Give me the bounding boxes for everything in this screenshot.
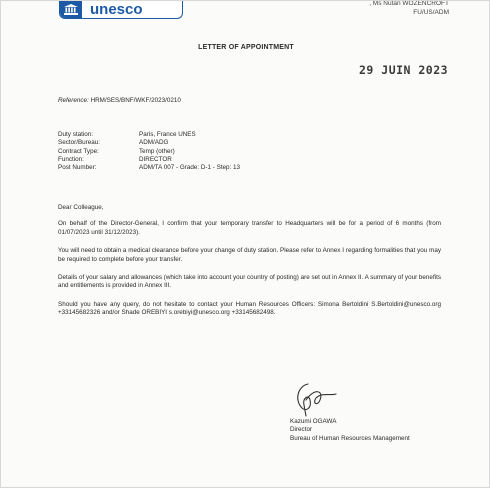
field-value: DIRECTOR (139, 155, 172, 163)
field-row (58, 156, 240, 164)
field-value: Temp (other) (139, 147, 175, 155)
logo-wordmark: unesco (90, 1, 143, 18)
recipient-name: , Ms Nutan WOZENCROFT (369, 0, 449, 7)
unesco-logo (59, 1, 183, 19)
field-label: Duty station: (58, 131, 93, 138)
reference-label: Reference: (58, 97, 89, 104)
signer-block (290, 418, 410, 443)
recipient-unit: FU/US/ADM (413, 9, 449, 16)
paragraph-salary: Details of your salary and allowances (which take into account your country of posting) are set out in Annex II. A summary of your benefits and entitlements is provided in Annex III. (58, 274, 441, 290)
field-value: Paris, France UNES (139, 131, 196, 138)
signer-title: Director (290, 426, 313, 434)
field-label: Post Number: (58, 164, 97, 172)
signer-bureau: Bureau of Human Resources Management (290, 434, 410, 442)
reference-value: HRM/SES/BNF/WKF/2023/0210 (90, 97, 181, 104)
greeting: Dear Colleague, (58, 204, 104, 211)
field-row (58, 131, 240, 139)
temple-icon (60, 1, 82, 18)
field-label: Contract Type: (58, 147, 99, 155)
document-title: LETTER OF APPOINTMENT (198, 44, 294, 51)
date-stamp: 29 JUIN 2023 (359, 63, 449, 77)
reference-line (58, 97, 181, 104)
letter-body (58, 204, 441, 328)
paragraph-transfer: On behalf of the Director-General, I confirm that your temporary transfer to Headquarters will be for a period of 6 months (from 01/07/2023 until 31/12/2023). (58, 220, 441, 236)
paragraph-contact: Should you have any query, do not hesitate to contact your Human Resources Officers: Simona Bertoldini S.Bertoldini@unesco.org +33145682326 and/or Shade OREBIYI s.orebiyi@unesco.org +33145682498. (58, 300, 441, 317)
recipient-block (369, 0, 449, 17)
field-row (58, 139, 240, 147)
field-value: ADM/ADG (139, 139, 169, 147)
field-row (58, 148, 240, 156)
signer-name: Kazumi OGAWA (290, 418, 337, 425)
field-row (58, 164, 240, 172)
field-value: ADM/TA 007 - Grade: D-1 - Step: 13 (139, 164, 241, 172)
field-label: Function: (58, 155, 84, 163)
appointment-fields (58, 131, 240, 172)
handwritten-signature (290, 378, 350, 418)
field-label: Sector/Bureau: (58, 139, 101, 147)
paragraph-medical: You will need to obtain a medical clearance before your change of duty station. Please refer to Annex I regarding formalities that you may be required to complete before your transfer. (58, 247, 441, 263)
